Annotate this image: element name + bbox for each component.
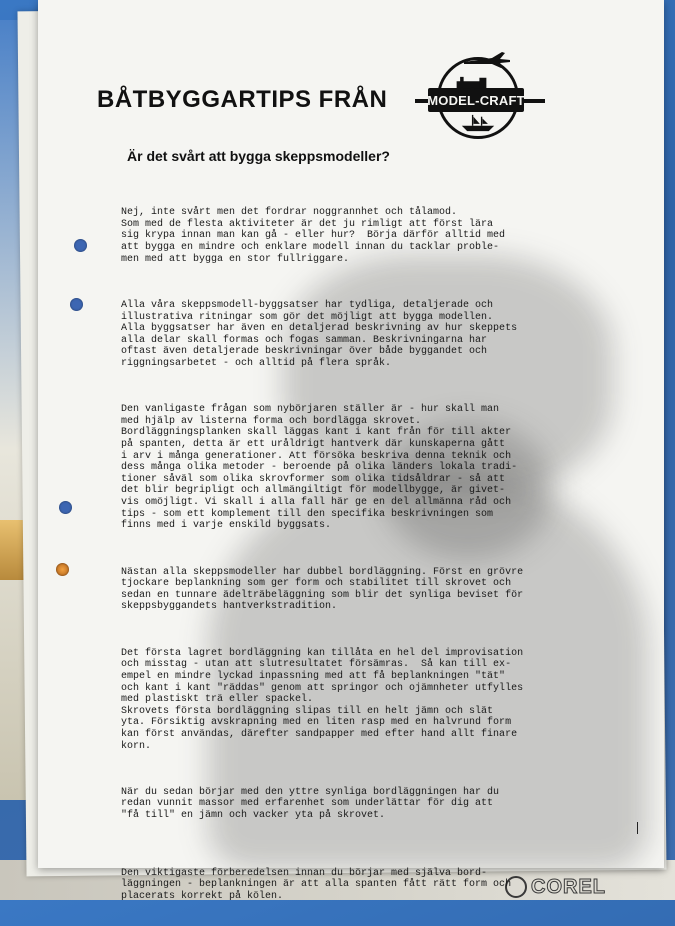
document-header	[97, 72, 597, 152]
model-craft-logo	[428, 88, 524, 112]
document-subtitle: Är det svårt att bygga skeppsmodeller?	[127, 148, 390, 164]
steam-train-icon	[453, 76, 497, 90]
sailing-ship-icon	[459, 114, 497, 132]
corel-logo-text: COREL	[531, 875, 606, 898]
paragraph-first-layer: Det första lagret bordläggning kan tillåta en hel del improvisation och misstag - utan att slutresultatet försämras. Så kan till ex- empel en mindre lyckad inpassning med att få beplankningen "tät" och kant i kant "räddas" genom att springor och ojämnheter utfylles med plastiskt trä eller spackel. Skrovets första bordläggning slipas till en helt jämn och slät yta. Försiktig avskrapning med en liten rasp med en halvrund form kan först användas, därefter sandpapper med efter hand allt finare korn.	[121, 647, 524, 752]
document-body	[121, 184, 591, 926]
paragraph-outer-layer: När du sedan börjar med den yttre synliga bordläggningen har du redan vunnit massor med erfarenhet som underlättar för dig att "få till" en jämn och vacker yta på skrovet.	[121, 786, 500, 822]
paragraph-planking-question: Den vanligaste frågan som nybörjaren ställer är - hur skall man med hjälp av listerna forma och bordlägga skrovet. Bordläggningsplanken skall läggas kant i kant från för till akter på spanten, detta är ett uråldrigt hantverk där kunskaperna gått i arv i många generationer. Att försöka beskriva denna teknik och dess många olika metoder - beroende på olika länders lokala tradi- tioner såväl som olika skrovformer som olika tidsåldrar - så att det blir begripligt och allmängiltigt för modellbygge, är givet- vis omöjligt. Vi skall i alla fall här ge en del allmänna råd och tips - som ett komplement till den specifika beskrivningen som finns med i varje enskild byggsats.	[121, 404, 518, 532]
paragraph-preparation: Den viktigaste förberedelsen innan du börjar med själva bord- läggningen - beplankningen är att alla spanten fått rätt form och placerats korrekt på kölen.	[121, 867, 512, 903]
margin-mark	[637, 822, 638, 834]
punch-hole-1	[74, 239, 87, 252]
logo-text: MODEL-CRAFT	[427, 92, 525, 108]
punch-hole-2	[70, 298, 83, 311]
airplane-icon	[462, 50, 512, 70]
punch-hole-4	[56, 563, 69, 576]
paragraph-intro: Nej, inte svårt men det fordrar noggrannhet och tålamod. Som med de flesta aktiviteter är det ju rimligt att först lära sig krypa innan man kan gå - eller hur? Börja därför alltid med att bygga en mindre och enklare modell innan du tacklar proble- men med att bygga en stor fullriggare.	[121, 207, 506, 265]
paragraph-kits: Alla våra skeppsmodell-byggsatser har tydliga, detaljerade och illustrativa ritningar som gör det möjligt att bygga modellen. Alla byggsatser har även en detaljerad beskrivning av hur skeppets alla delar skall formas och fogas samman. Beskrivningarna har oftast även detaljerade beskrivningar över både byggandet och riggningsarbetet - och alltid på flera språk.	[121, 299, 518, 369]
paragraph-double-planking: Nästan alla skeppsmodeller har dubbel bordläggning. Först en grövre tjockare beplankning som ger form och stabilitet till skrovet och sedan en tunnare ädelträbeläggning som blir det synliga beviset för skeppsbyggandets hantverkstradition.	[121, 566, 524, 613]
punch-hole-3	[59, 501, 72, 514]
page-title: BÅTBYGGARTIPS FRÅN	[97, 86, 388, 113]
